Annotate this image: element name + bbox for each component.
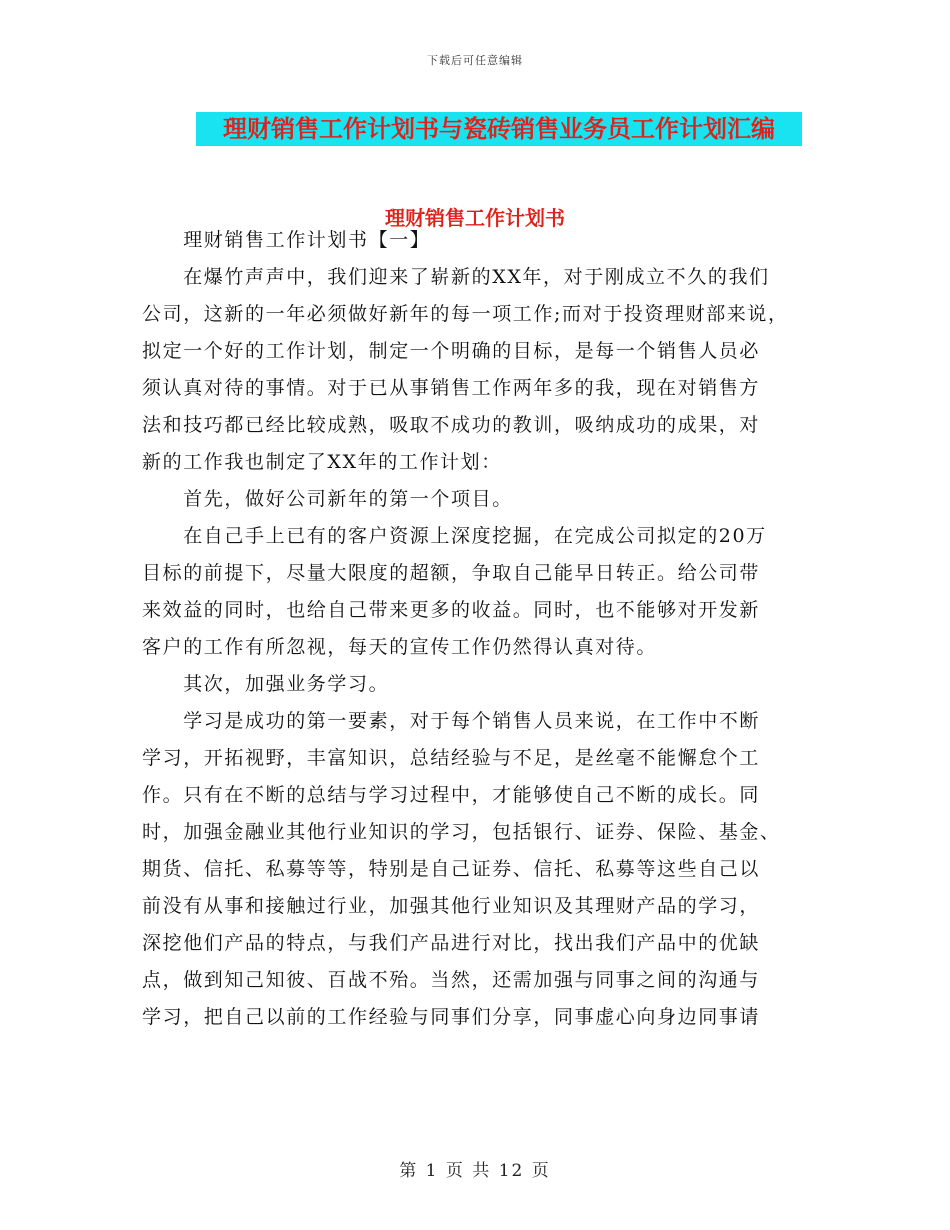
text-line: 作。只有在不断的总结与学习过程中，才能够使自己不断的成长。同 — [142, 784, 761, 806]
text-line: 时，加强金融业其他行业知识的学习，包括银行、证券、保险、基金、 — [142, 821, 781, 843]
page-header-note: 下载后可任意编辑 — [427, 54, 523, 67]
paragraph — [142, 666, 814, 703]
text-line: 理财销售工作计划书【一】 — [142, 229, 431, 251]
paragraph — [142, 703, 814, 1036]
text-line: 须认真对待的事情。对于已从事销售工作两年多的我，现在对销售方 — [142, 377, 761, 399]
text-line: 客户的工作有所忽视，每天的宣传工作仍然得认真对待。 — [142, 636, 658, 658]
text-line: 目标的前提下，尽量大限度的超额，争取自己能早日转正。给公司带 — [142, 562, 761, 584]
text-line: 来效益的同时，也给自己带来更多的收益。同时，也不能够对开发新 — [142, 599, 761, 621]
text-line: 前没有从事和接触过行业，加强其他行业知识及其理财产品的学习， — [142, 895, 761, 917]
section-title: 理财销售工作计划书 — [385, 206, 565, 230]
paragraph — [142, 259, 814, 481]
text-line: 深挖他们产品的特点，与我们产品进行对比，找出我们产品中的优缺 — [142, 932, 761, 954]
paragraph — [142, 518, 814, 666]
text-line: 在自己手上已有的客户资源上深度挖掘，在完成公司拟定的20万 — [142, 525, 767, 547]
text-line: 学习，开拓视野，丰富知识，总结经验与不足，是丝毫不能懈怠个工 — [142, 747, 761, 769]
text-line: 在爆竹声声中，我们迎来了崭新的XX年，对于刚成立不久的我们 — [142, 266, 770, 288]
text-line: 拟定一个好的工作计划，制定一个明确的目标，是每一个销售人员必 — [142, 340, 761, 362]
document-title: 理财销售工作计划书与瓷砖销售业务员工作计划汇编 — [196, 112, 802, 146]
text-line: 期货、信托、私募等等，特别是自己证券、信托、私募等这些自己以 — [142, 858, 761, 880]
paragraph — [142, 481, 814, 518]
paragraph — [142, 222, 814, 259]
text-line: 点，做到知己知彼、百战不殆。当然，还需加强与同事之间的沟通与 — [142, 969, 761, 991]
text-line: 法和技巧都已经比较成熟，吸取不成功的教训，吸纳成功的成果，对 — [142, 414, 761, 436]
text-line: 其次，加强业务学习。 — [142, 673, 390, 695]
document-body — [142, 222, 814, 1036]
text-line: 首先，做好公司新年的第一个项目。 — [142, 488, 513, 510]
text-line: 公司，这新的一年必须做好新年的每一项工作;而对于投资理财部来说， — [142, 303, 789, 325]
text-line: 学习是成功的第一要素，对于每个销售人员来说，在工作中不断 — [142, 710, 761, 732]
page-number: 第 1 页 共 12 页 — [399, 1161, 551, 1181]
text-line: 学习，把自己以前的工作经验与同事们分享，同事虚心向身边同事请 — [142, 1006, 761, 1028]
text-line: 新的工作我也制定了XX年的工作计划： — [142, 451, 502, 473]
